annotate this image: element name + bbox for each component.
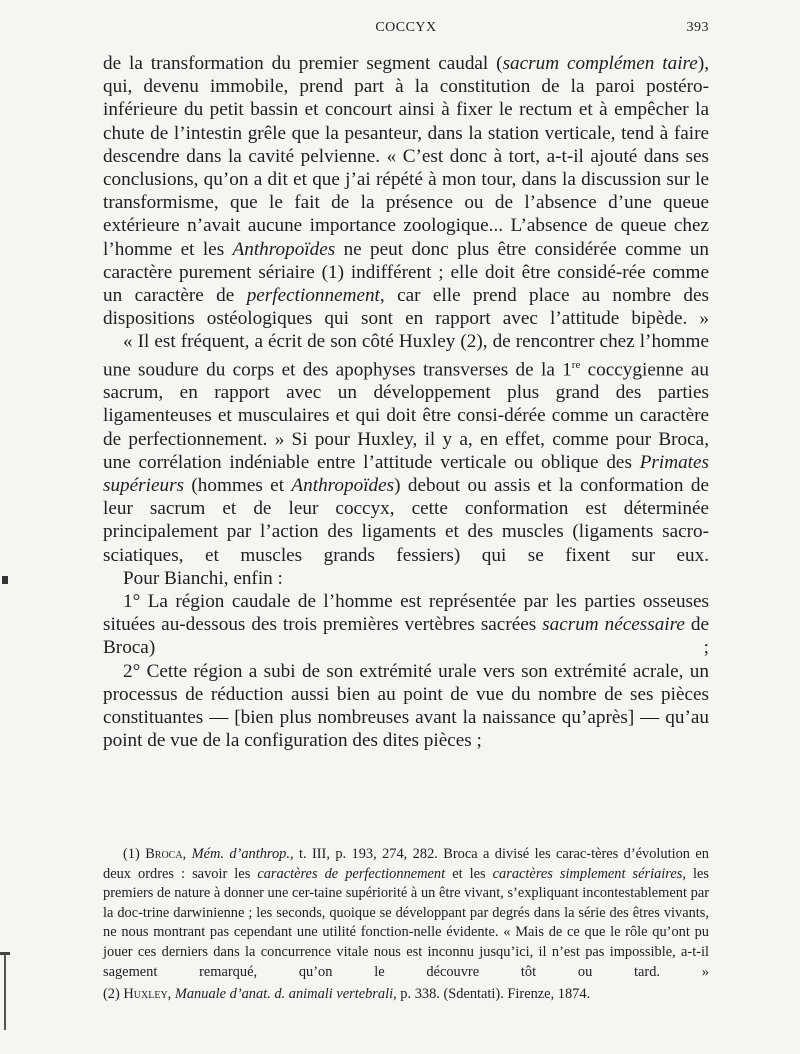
paragraph-point-2: 2° Cette région a subi de son extrémité urale vers son extrémité acrale, un processus de réduction aussi bien au point de vue du nombre de ses pièces constituantes — [bien plus nombreuses avant la naissance qu’après] — qu’au point de vue de la configuration des dites pièces ; — [103, 660, 709, 752]
paragraph-broca-conclusion: de la transformation du premier segment caudal (sacrum complémen taire), qui, devenu immobile, prend part à la constitution de la paroi postéro-inférieure du petit bassin et concourt ainsi à fixer le rectum et à empêcher la chute de l’intestin grêle que la pesanteur, dans la station verticale, tend à faire descendre dans la cavité pelvienne. « C’est donc à tort, a-t-il ajouté dans ses conclusions, qu’on a dit et que j’ai répété à mon tour, dans la discussion sur le transformisme, que le fait de la présence ou de l’absence d’une queue extérieure n’avait aucune importance zoologique... L’absence de queue chez l’homme et les Anthropoïdes ne peut donc plus être considérée comme un caractère purement sériaire (1) indifférent ; elle doit être considé-rée comme un caractère de perfectionnement, car elle prend place au nombre des dispositions ostéologiques qui sont en rapport avec l’attitude bipède. » — [103, 53, 709, 330]
binding-mark — [0, 952, 10, 1030]
footnote-1: (1) Broca, Mém. d’anthrop., t. III, p. 193, 274, 282. Broca a divisé les carac-tères d’évolution en deux ordres : savoir les caractères de perfectionnement et les caractères simplement sériaires, les premiers de nature à donner une cer-taine supériorité à un être vivant, s’expliquant incontestablement par la doc-trine darwinienne ; les seconds, quoique se développant par degrés dans la série des êtres vivants, ne nous montrant pas cependant une utilité fonction-nelle évidente. « Mais de ce que le rôle qu’ont pu jouer ces derniers dans la concurrence vitale nous est inconnu jusqu’ici, il n’est pas impossible, a-t-il sagement remarqué, qu’on le découvre tôt ou tard. » — [103, 846, 709, 980]
footnotes — [103, 845, 709, 1005]
page-number: 393 — [686, 20, 709, 35]
main-text — [103, 52, 709, 752]
paragraph-bianchi-intro: Pour Bianchi, enfin : — [123, 567, 283, 589]
paragraph-huxley: « Il est fréquent, a écrit de son côté Huxley (2), de rencontrer chez l’homme une soudure du corps et des apophyses transverses de la 1re coccygienne au sacrum, en rapport avec un développement plus grand des parties ligamenteuses et musculaires et qui doit être consi-dérée comme un caractère de perfectionnement. » Si pour Huxley, il y a, en effet, comme pour Broca, une corrélation indéniable entre l’attitude verticale ou oblique des Primates supérieurs (hommes et Anthropoïdes) debout ou assis et la conformation de leur sacrum et de leur coccyx, cette conformation est déterminée principalement par l’action des ligaments et des muscles (ligaments sacro-sciatiques, et muscles grands fessiers) qui se fixent sur eux. — [103, 331, 710, 566]
footnote-2: (2) Huxley, Manuale d’anat. d. animali vertebrali, p. 338. (Sdentati). Firenze, 1874. — [103, 986, 591, 1003]
running-title: COCCYX — [375, 20, 437, 35]
margin-mark — [2, 576, 8, 584]
paragraph-point-1: 1° La région caudale de l’homme est représentée par les parties osseuses situées au-dessous des trois premières vertèbres sacrées sacrum nécessaire de Broca) ; — [103, 591, 709, 659]
